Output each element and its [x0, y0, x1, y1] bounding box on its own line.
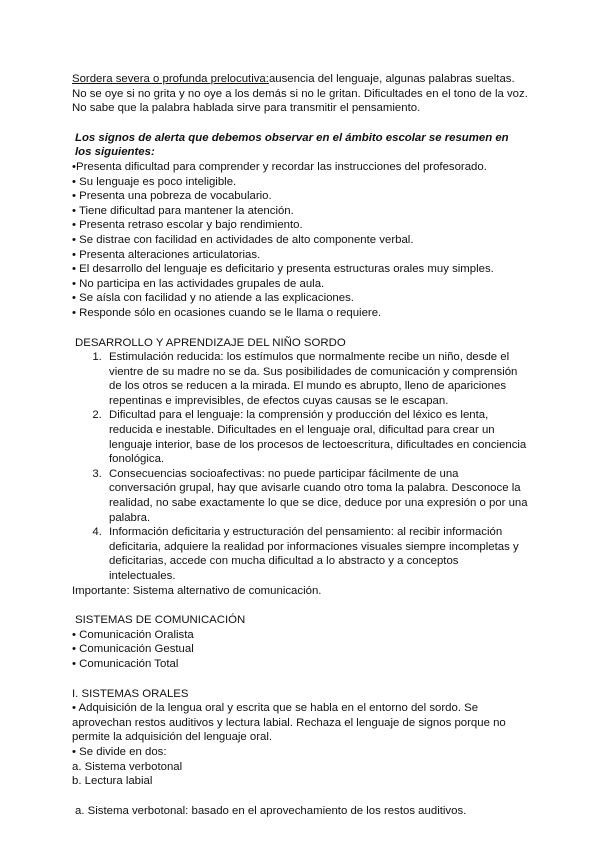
orales-option: a. Sistema verbotonal [72, 760, 183, 773]
sistemas-item: • Comunicación Oralista [72, 628, 194, 641]
alert-item: • No participa en las actividades grupales de aula. [72, 277, 325, 290]
spacer [72, 672, 528, 687]
alert-item: • Su lenguaje es poco inteligible. [72, 175, 237, 188]
sistemas-title: SISTEMAS DE COMUNICACIÓN [75, 614, 246, 627]
intro-text: ausencia del lenguaje, algunas palabras sueltas. No se oye si no grita y no oye a los demás si no le gritan. Dificultades en el tono de la voz. No sabe que la palabra hablada sirve para transmitir el pensamiento. [72, 73, 528, 115]
alert-item: • Se distrae con facilidad en actividades de alto componente verbal. [72, 233, 414, 246]
alert-item: • Se aísla con facilidad y no atiende a las explicaciones. [72, 292, 354, 305]
desarrollo-item: 2. Dificultad para el lenguaje: la comprensión y producción del léxico es lenta, reducida e inestable. Dificultades en el lenguaje oral, dificultad para crear un lenguaje interior, base de los procesos de lectoescritura, dificultades en conciencia fonológica. [105, 408, 528, 466]
spacer [72, 321, 528, 336]
sistemas-list [72, 628, 528, 672]
orales-title: I. SISTEMAS ORALES [72, 687, 189, 700]
document-content [72, 72, 528, 818]
alert-item: • El desarrollo del lenguaje es deficitario y presenta estructuras orales muy simples. [72, 263, 494, 276]
desarrollo-title: DESARROLLO Y APRENDIZAJE DEL NIÑO SORDO [75, 336, 346, 349]
alert-item: •Presenta dificultad para comprender y recordar las instrucciones del profesorado. [72, 160, 487, 173]
orales-option: b. Lectura labial [72, 775, 153, 788]
sistemas-item: • Comunicación Total [72, 657, 179, 670]
desarrollo-note: Importante: Sistema alternativo de comunicación. [72, 584, 322, 597]
alert-heading: Los signos de alerta que debemos observar en el ámbito escolar se resumen en los siguientes: [75, 131, 509, 159]
intro-term: Sordera severa o profunda prelocutiva: [72, 73, 269, 85]
alert-item: • Responde sólo en ocasiones cuando se le llama o requiere. [72, 306, 382, 319]
orales-divide: • Se divide en dos: [72, 745, 167, 758]
alert-item: • Presenta alteraciones articulatorias. [72, 248, 261, 261]
spacer [72, 598, 528, 613]
desarrollo-list [72, 350, 528, 584]
desarrollo-item: 4. Información deficitaria y estructuración del pensamiento: al recibir información deficitaria, adquiere la realidad por informaciones visuales siempre incompletas y deficitarias, accede con mucha dificultad a lo abstracto y a conceptos intelectuales. [105, 525, 528, 583]
spacer [72, 789, 528, 804]
alert-item: • Presenta una pobreza de vocabulario. [72, 190, 272, 203]
alert-item: • Tiene dificultad para mantener la atención. [72, 204, 294, 217]
orales-detail: a. Sistema verbotonal: basado en el aprovechamiento de los restos auditivos. [75, 804, 467, 817]
intro-paragraph [72, 72, 528, 116]
spacer [72, 116, 528, 131]
desarrollo-item: 3. Consecuencias socioafectivas: no puede participar fácilmente de una conversación grupal, hay que avisarle cuando otro toma la palabra. Desconoce la realidad, no sabe exactamente lo que se dice, deduce por una expresión o por una palabra. [105, 467, 528, 525]
orales-text: • Adquisición de la lengua oral y escrita que se habla en el entorno del sordo. Se aprovechan restos auditivos y lectura labial. Rechaza el lenguaje de signos porque no permite la adquisición del lenguaje oral. [72, 702, 506, 744]
alert-list [72, 160, 528, 321]
sistemas-item: • Comunicación Gestual [72, 643, 194, 656]
desarrollo-item: 1. Estimulación reducida: los estímulos que normalmente recibe un niño, desde el vientre de su madre no se da. Sus posibilidades de comunicación y comprensión de los otros se reducen a la mirada. El mundo es abrupto, lleno de apariciones repentinas e imprevisibles, de efectos cuyas causas se le escapan. [105, 350, 528, 408]
alert-item: • Presenta retraso escolar y bajo rendimiento. [72, 219, 303, 232]
